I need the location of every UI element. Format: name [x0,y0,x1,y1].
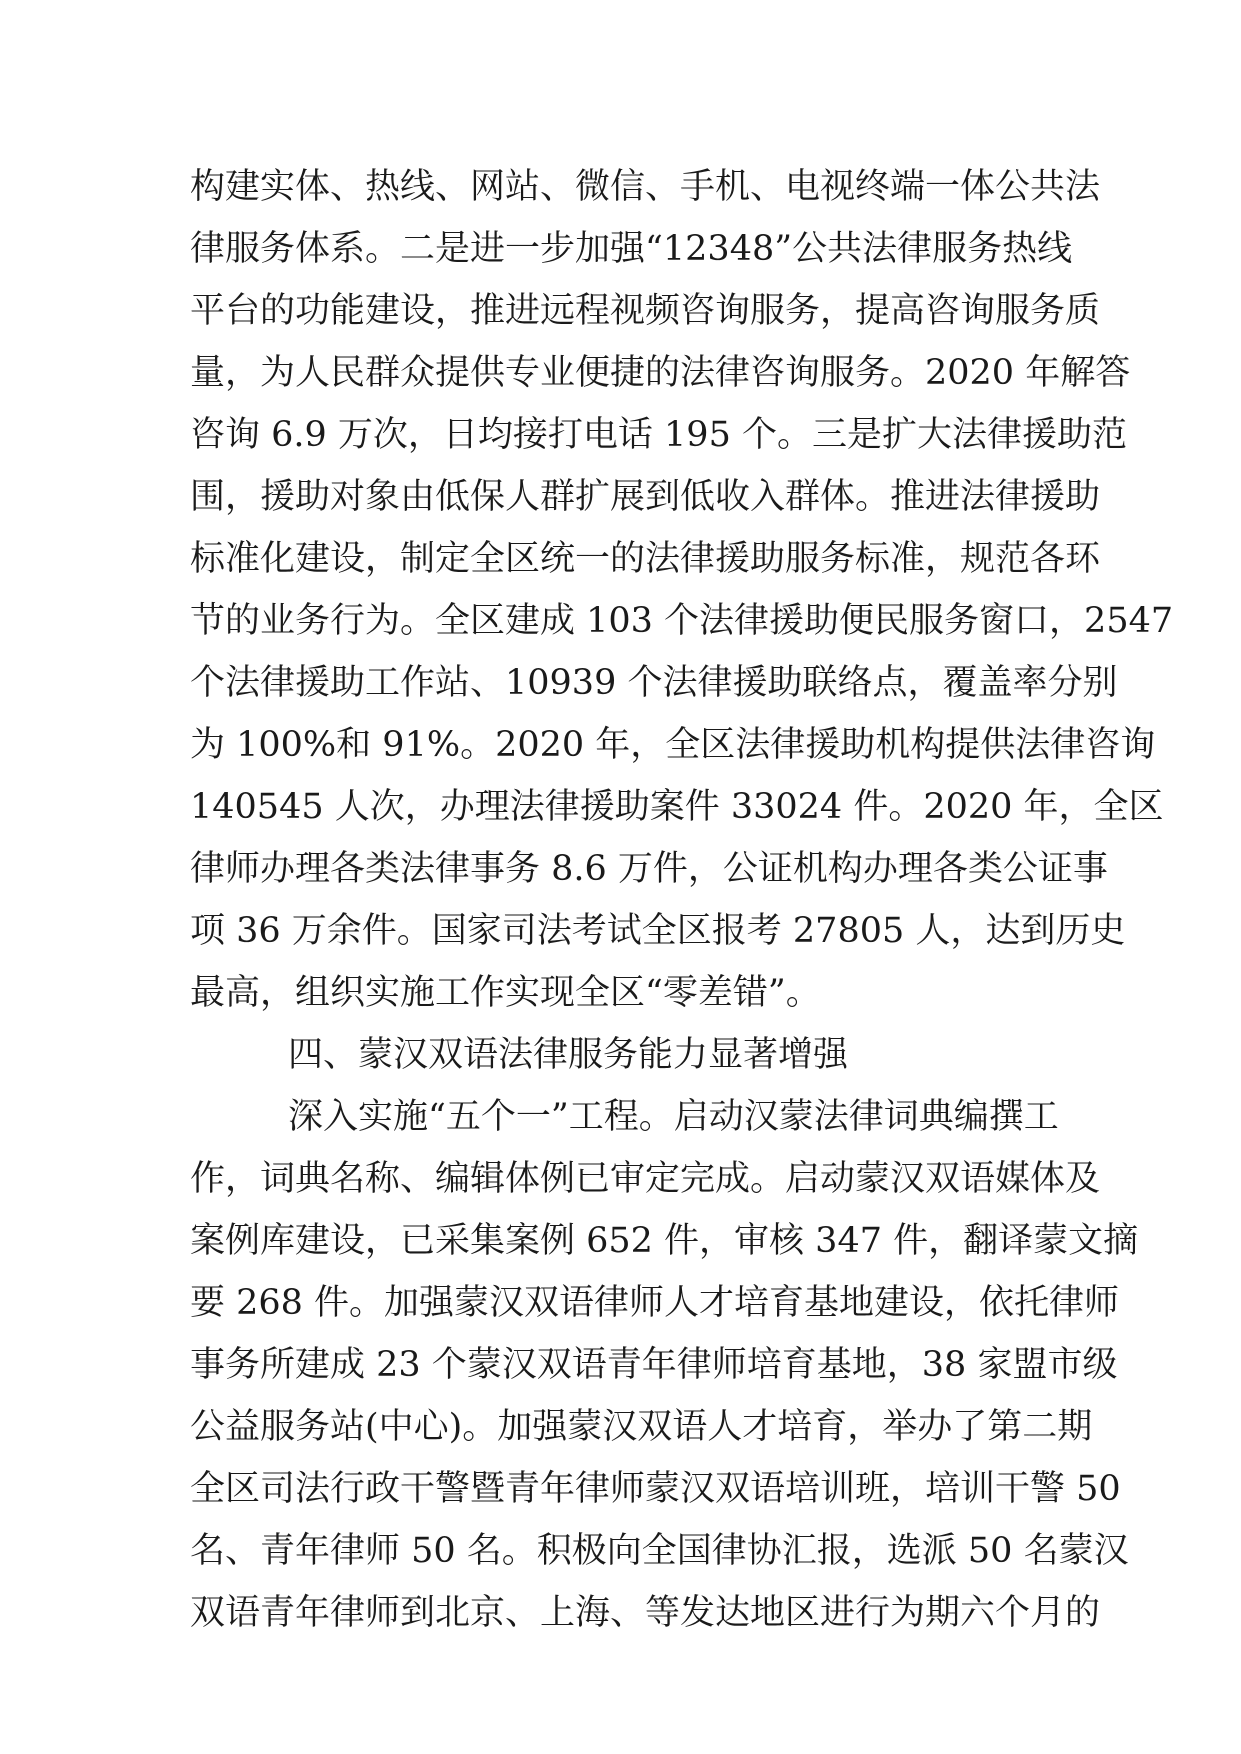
paragraph-bilingual-services [190,1086,1139,1644]
text-line: 项 36 万余件。国家司法考试全区报考 27805 人，达到历史 [190,911,1126,951]
text-line: 要 268 件。加强蒙汉双语律师人才培育基地建设，依托律师 [190,1283,1120,1323]
text-line: 双语青年律师到北京、上海、等发达地区进行为期六个月的 [190,1593,1101,1633]
text-line: 律服务体系。二是进一步加强“12348”公共法律服务热线 [190,229,1073,269]
text-line: 围，援助对象由低保人群扩展到低收入群体。推进法律援助 [190,477,1101,517]
text-line: 律师办理各类法律事务 8.6 万件，公证机构办理各类公证事 [190,849,1108,889]
text-line: 140545 人次，办理法律援助案件 33024 件。2020 年，全区 [190,787,1164,827]
text-line: 全区司法行政干警暨青年律师蒙汉双语培训班，培训干警 50 [190,1469,1121,1509]
text-line: 案例库建设，已采集案例 652 件，审核 347 件，翻译蒙文摘 [190,1221,1139,1261]
text-line: 名、青年律师 50 名。积极向全国律协汇报，选派 50 名蒙汉 [190,1531,1129,1571]
document-page [190,156,1174,1644]
text-line: 构建实体、热线、网站、微信、手机、电视终端一体公共法 [190,167,1101,207]
text-line: 深入实施“五个一”工程。启动汉蒙法律词典编撰工 [288,1097,1059,1137]
text-line: 最高，组织实施工作实现全区“零差错”。 [190,973,821,1013]
text-line: 为 100%和 91%。2020 年，全区法律援助机构提供法律咨询 [190,725,1156,765]
text-line: 公益服务站(中心)。加强蒙汉双语人才培育，举办了第二期 [190,1407,1093,1447]
text-line: 事务所建成 23 个蒙汉双语青年律师培育基地，38 家盟市级 [190,1345,1118,1385]
text-line: 个法律援助工作站、10939 个法律援助联络点，覆盖率分别 [190,663,1118,703]
text-line: 咨询 6.9 万次，日均接打电话 195 个。三是扩大法律援助范 [190,415,1127,455]
text-line: 作，词典名称、编辑体例已审定完成。启动蒙汉双语媒体及 [190,1159,1101,1199]
text-line: 平台的功能建设，推进远程视频咨询服务，提高咨询服务质 [190,291,1101,331]
paragraph-legal-services [190,156,1174,1024]
text-line: 节的业务行为。全区建成 103 个法律援助便民服务窗口，2547 [190,601,1174,641]
text-line: 标准化建设，制定全区统一的法律援助服务标准，规范各环 [190,539,1101,579]
text-line: 量，为人民群众提供专业便捷的法律咨询服务。2020 年解答 [190,353,1131,393]
section-heading: 四、蒙汉双语法律服务能力显著增强 [288,1035,849,1075]
